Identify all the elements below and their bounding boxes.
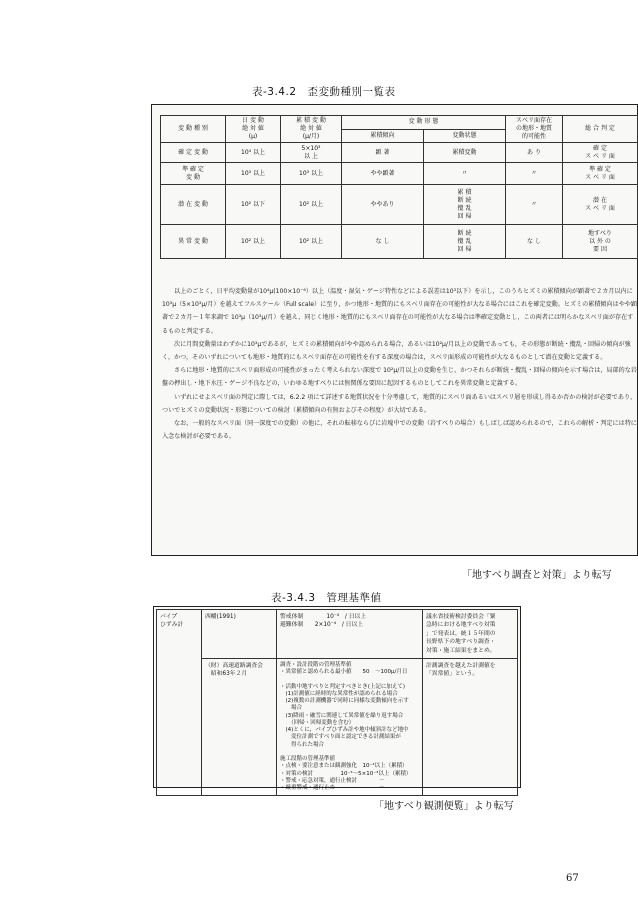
row-type: 確 定 変 動 <box>161 143 226 163</box>
table-row <box>161 163 638 185</box>
row-state: 累積変動 <box>424 143 506 163</box>
row-state: 累 積 断 続 攪 乱 回 帰 <box>424 185 506 225</box>
page-number: 67 <box>566 873 579 884</box>
body-paragraph: いずれにせよスベリ面の判定に際しては，6.2.2 項にて詳述する地質状況を十分考慮して，地質的にスベリ面あるいはスベリ層を形成し得るか否かの検討が必要であり，ついでヒズミの変動状況・形態についての検討（累積傾向の有無およびその程度）が大切である。 <box>162 393 637 414</box>
table-row <box>157 610 518 659</box>
row1-note: 議水省技術検討委員会「緊 急時における地すべり対策 」で発表は，統１５年間の 長野県下の地すべり調査・ 対策・施工結果をまとめ。 <box>423 610 518 659</box>
row-type: 準 確 定 変 動 <box>161 163 226 185</box>
table1-caption: 表-3.4.2 歪変動種別一覧表 <box>252 86 396 98</box>
row-daily: 10⁴ 以上 <box>226 143 281 163</box>
table1-scan <box>151 104 638 556</box>
table-row <box>161 185 638 225</box>
row-trend: な し <box>342 225 424 259</box>
row-type: 異 常 変 動 <box>161 225 226 259</box>
table-row <box>161 225 638 259</box>
row-trend: 顕 著 <box>342 143 424 163</box>
table2-caption: 表-3.4.3 管理基準値 <box>271 592 382 604</box>
management-criteria-table <box>156 609 518 796</box>
row-cumulative: 5×10³ 以 上 <box>281 143 342 163</box>
header-shape-trend: 累積傾向 <box>342 129 424 143</box>
table-row <box>161 143 638 163</box>
table2-scan <box>153 606 521 792</box>
header-daily: 日 変 動 絶 対 値 (μ) <box>226 116 281 143</box>
row-slip: な し <box>506 225 563 259</box>
row-daily: 10² 以上 <box>226 225 281 259</box>
body-paragraph: 次に月間変動量はわずかに10³μであるが，ヒズミの累積傾向がやや認められる場合，あるいは10²μ/月以上の変動であっても，その形態が断続・攪乱・回帰の傾向が強く，かつ，そのいずれについても地形・地質的にもスベリ面存在の可能性を有する深度の場合は，スベリ面形成の可能性が大なるものとして潜在変動と定義する。 <box>162 340 631 362</box>
table2-credit: 「地すべり観測便覧」より転写 <box>374 801 514 812</box>
row-slip: 〃 <box>506 185 563 225</box>
header-shape-state: 変動状態 <box>424 129 506 143</box>
row-judgment: 地すべり 以 外 の 要 因 <box>563 225 638 259</box>
row-cumulative: 10² 以上 <box>281 185 342 225</box>
table1-body-text <box>162 285 638 443</box>
row2-content: 調査・設計段階の管理基準値 ・異常値と認められる最小値 50 ～100μ/月日 ・活動中地すべりと判定すべきとき(上記に加えて) (1)計測値に経時的な異常性が認められる場合 (2)複数の計測機器で同時に同様な変動傾向を示す 場合 (3)降雨・融雪に関連して異常値を繰り返す場合 （回帰・回帰変動を含む） (4)とくに，パイプひずみ計や地中傾斜計など地中 変位計測ですべり面と認定できる計測結果が 得られた場合 施工段階の管理基準値 ・点検・要注意または観測強化 10⁻⁴以上（累積） ・対策の検討 10⁻³～5×10⁻³以上（累積） ・警戒・応急対策，通行止検討 － ・厳重警戒・通行止め － <box>277 658 423 796</box>
table1-credit: 「地すべり調査と対策」より転写 <box>462 570 612 581</box>
row-daily: 10² 以下 <box>226 185 281 225</box>
body-paragraph: さらに地形・地質的にスベリ面形成の可能性がまったく考えられない深度で 10²μ/月以上の変動を生じ，かつそれらが断続・攪乱・回帰の傾向を示す場合は，局部的な岩盤の押出し・地下水圧・ゲージ不良などの，いわゆる地すべりには無関係な要因に起因するものとしてこれを異常変動と定義する。 <box>162 367 637 388</box>
row-daily: 10³ 以上 <box>226 163 281 185</box>
header-judgment: 総 合 判 定 <box>563 116 638 143</box>
row-judgment: 準 確 定 ス ベ リ 面 <box>563 163 638 185</box>
row-slip: 〃 <box>506 163 563 185</box>
row-category: パイプ ひずみ計 <box>157 610 202 796</box>
row-slip: あ り <box>506 143 563 163</box>
header-cumulative: 累 積 変 動 絶 対 値 (μ/月) <box>281 116 342 143</box>
variation-type-table <box>160 115 638 259</box>
row-type: 潜 在 変 動 <box>161 185 226 225</box>
row1-levels: 警戒体制 10⁻⁴ / 日以上 避難体制 2×10⁻⁴ / 日以上 <box>277 610 423 659</box>
row-state: 断 続 攪 乱 回 帰 <box>424 225 506 259</box>
table-row <box>157 658 518 796</box>
row2-note: 計測調査を越えた計測値を 「異常値」という。 <box>423 658 518 796</box>
row-judgment: 潜 在 ス ベ リ 面 <box>563 185 638 225</box>
row-state: 〃 <box>424 163 506 185</box>
row-cumulative: 10² 以上 <box>281 225 342 259</box>
header-type: 変 動 種 別 <box>161 116 226 143</box>
body-paragraph: 以上のごとく，日平均変動量が10⁴μ(100×10⁻⁶）以上（温度・湿気・ゲージ特性などによる誤差は10³以下）を示し，このうちヒズミの累積傾向が顕著で２カ月以内に10³μ（5×10³μ/月）を越えてフルスケール（Full scale）に至り，かつ地形・地質的にもスベリ面存在の可能性が大なる場合にはこれを確定変動。ヒズミの累積傾向はやや顕著で２カ月～１年来調で 10³μ（10³μ/月）を越え，同じく地形・地質的にもスベリ面存在の可能性が大なる場合は準確定変動とし，この両者には明らかなスベリ面が存在するものと判定する。 <box>162 288 637 335</box>
row2-source: （財）高速道路調査会 昭和63年２月 <box>202 658 277 796</box>
header-shape: 変 動 形 態 <box>342 116 506 130</box>
row-cumulative: 10³ 以上 <box>281 163 342 185</box>
row-trend: やや顕著 <box>342 163 424 185</box>
row1-source: 西幡(1991) <box>202 610 277 659</box>
header-slip: スベリ面存在 の地形・地質 的可能性 <box>506 116 563 143</box>
row-judgment: 確 定 ス ベ リ 面 <box>563 143 638 163</box>
row-trend: ややあり <box>342 185 424 225</box>
body-paragraph: なお，一般的なスベリ面（同一深度での変動）の他に，それの転移ならびに岩塊中での変動（岩すべりの場合）もしばしば認められるので，これらの解析・判定には特に入念な検討が必要である。 <box>162 420 637 441</box>
